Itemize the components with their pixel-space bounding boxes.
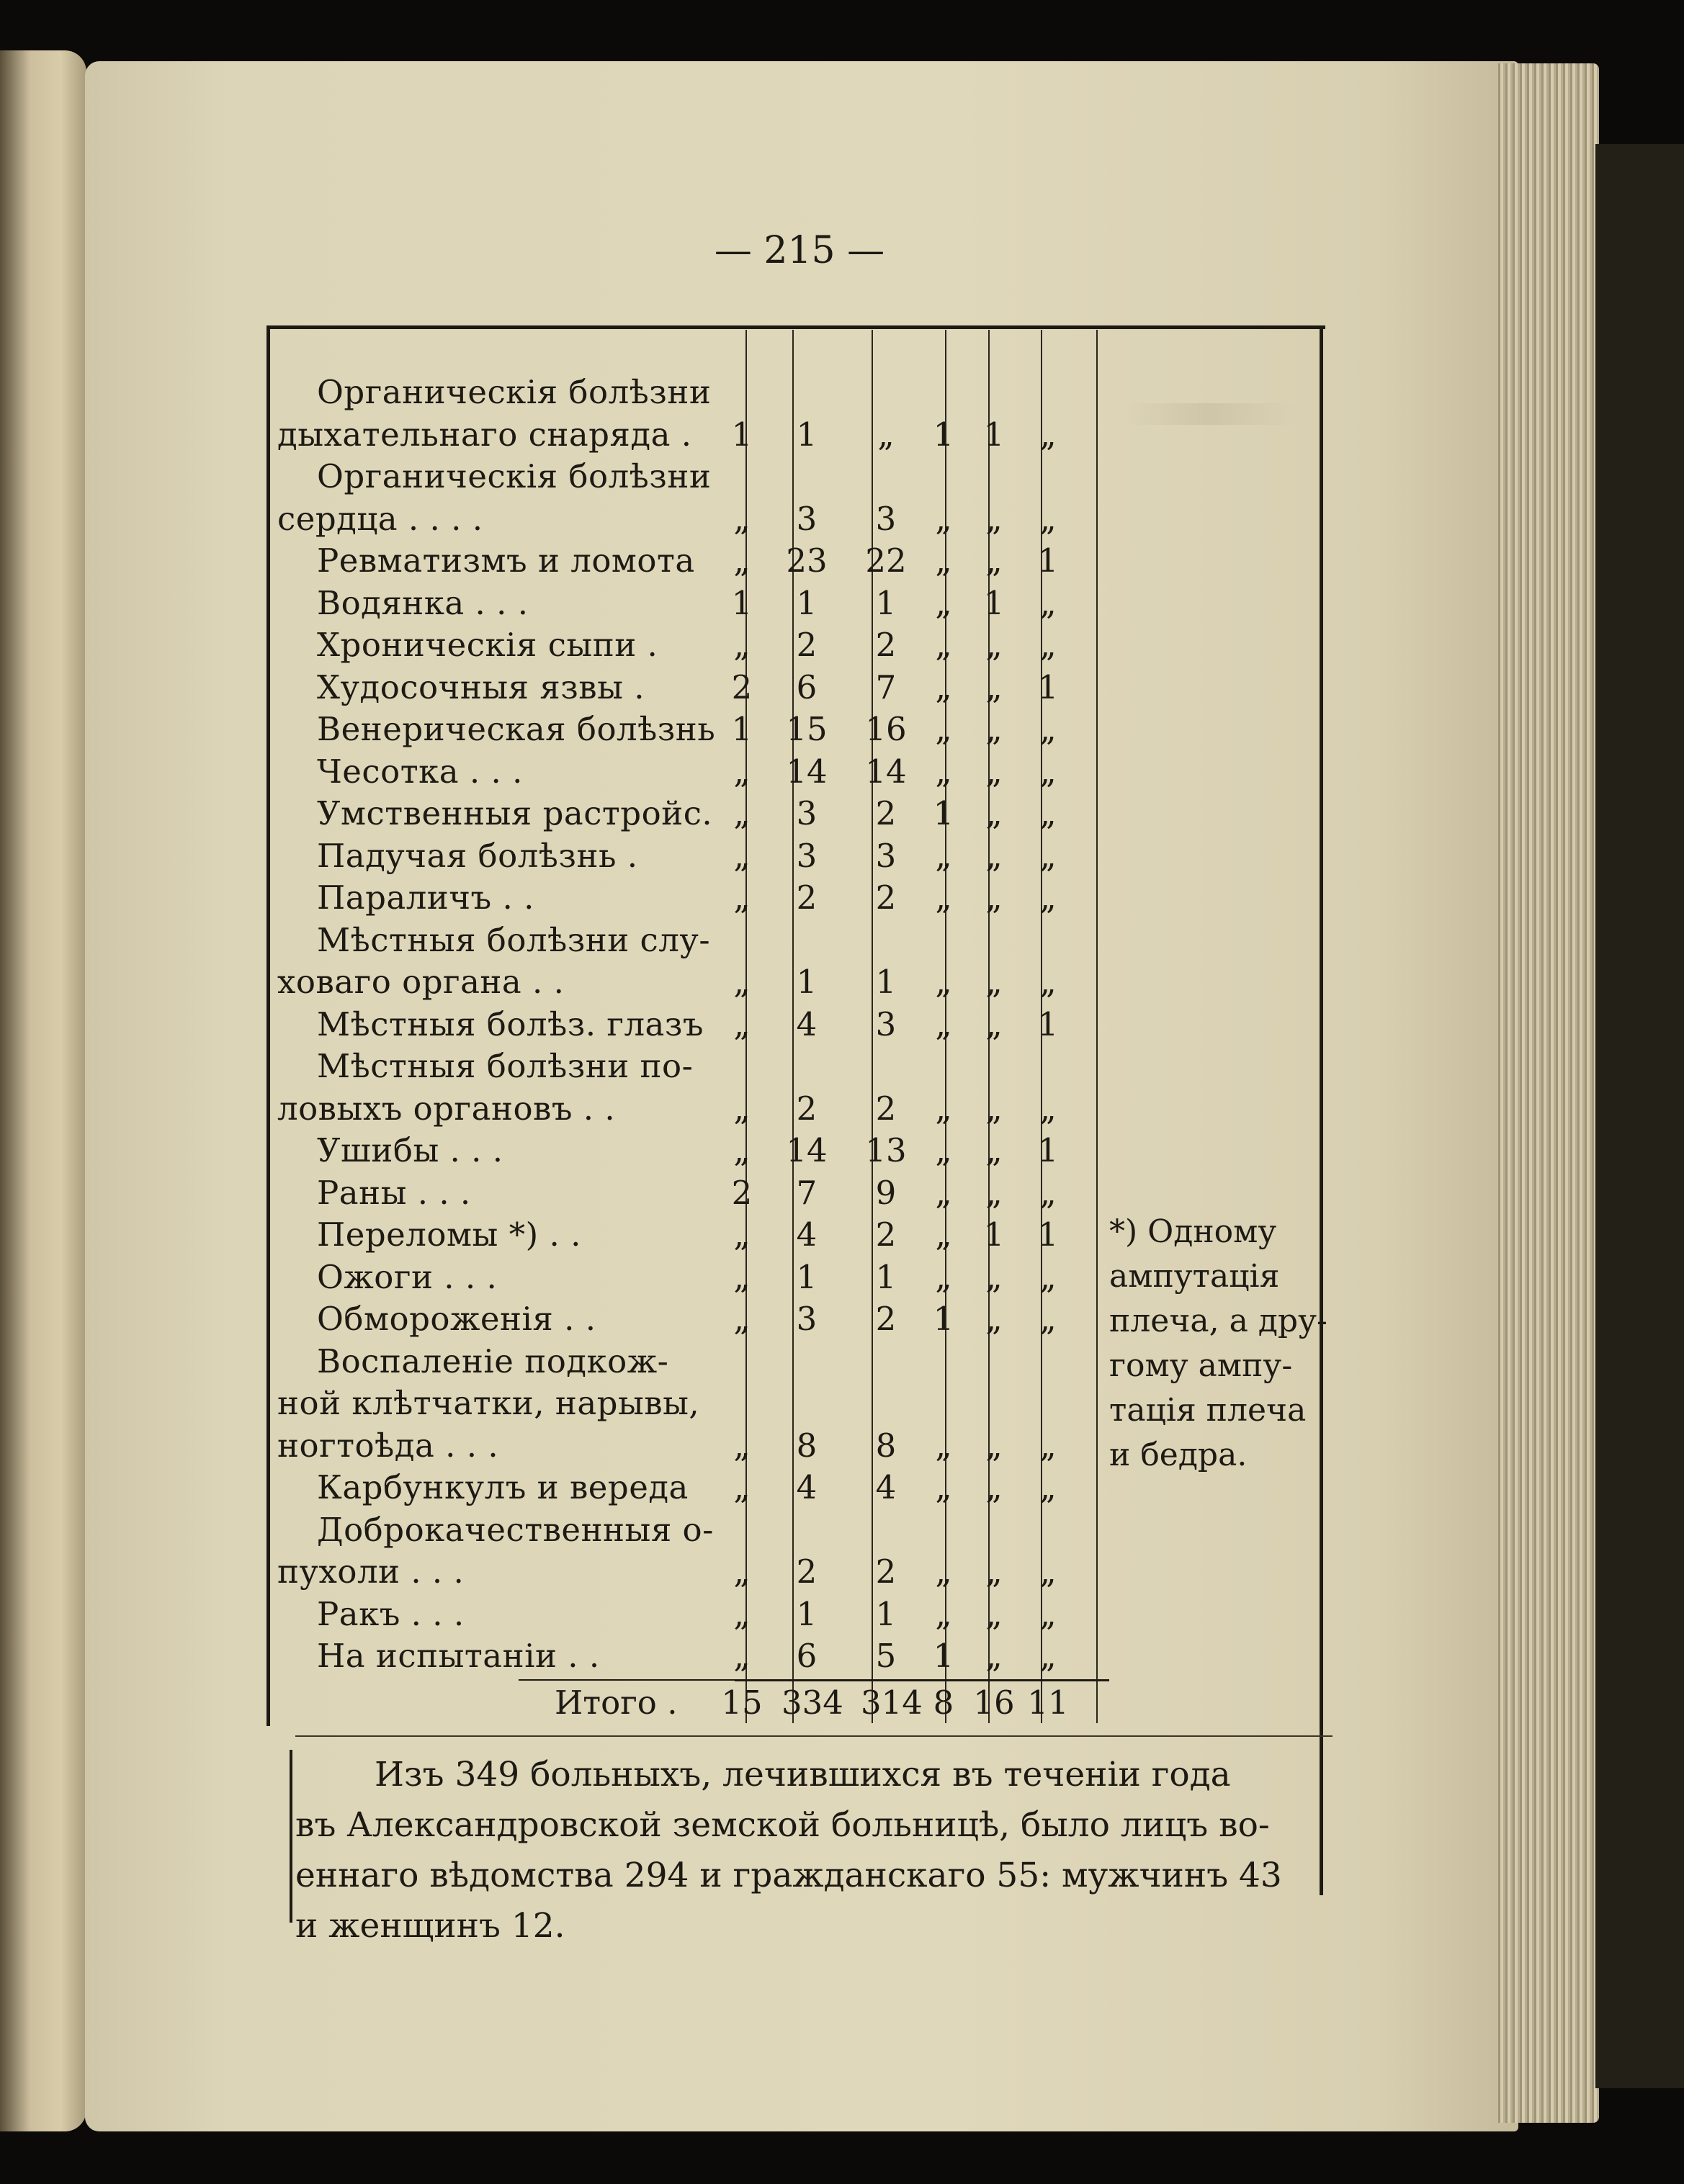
- table-cell-value: 1: [731, 710, 753, 748]
- table-cell-value: „: [985, 1131, 1003, 1169]
- table-cell-value: „: [1039, 1257, 1057, 1296]
- table-cell-value: „: [1039, 1468, 1057, 1506]
- footnote-line: *) Одному: [1109, 1213, 1277, 1250]
- disease-name-line: Органическія болѣзни: [317, 457, 712, 495]
- table-cell-value: „: [985, 668, 1003, 706]
- table-cell-value: „: [733, 1594, 751, 1633]
- total-cell-value: 15: [721, 1684, 763, 1722]
- table-cell-value: „: [733, 1468, 751, 1506]
- table-cell-value: 2: [731, 1173, 753, 1212]
- table-cell-value: 2: [875, 878, 897, 917]
- table-cell-value: 14: [786, 752, 828, 791]
- table-cell-value: „: [935, 668, 952, 706]
- table-cell-value: „: [1039, 710, 1057, 748]
- table-cell-value: „: [935, 1089, 952, 1128]
- table-cell-value: „: [985, 1637, 1003, 1675]
- footnote-line: ампутація: [1109, 1258, 1280, 1295]
- table-cell-value: 9: [875, 1173, 897, 1212]
- paragraph-rule: [290, 1750, 292, 1923]
- table-cell-value: 1: [796, 1257, 818, 1296]
- page-edges: [1498, 63, 1599, 2123]
- table-cell-value: „: [935, 541, 952, 580]
- disease-name-line: ной клѣтчатки, нарывы,: [277, 1384, 700, 1422]
- table-cell-value: „: [985, 794, 1003, 832]
- total-label: Итого .: [555, 1684, 678, 1722]
- book-shadow: [1595, 144, 1684, 2088]
- table-right-rule: [1320, 325, 1323, 1895]
- table-cell-value: 2: [875, 1552, 897, 1591]
- table-cell-value: „: [733, 1089, 751, 1128]
- table-cell-value: „: [1039, 1637, 1057, 1675]
- section-rule: [295, 1735, 1333, 1737]
- table-cell-value: „: [1039, 836, 1057, 875]
- table-cell-value: 1: [875, 1594, 897, 1633]
- table-cell-value: „: [985, 710, 1003, 748]
- column-rule: [1096, 330, 1098, 1723]
- table-cell-value: „: [1039, 626, 1057, 664]
- table-cell-value: 8: [875, 1426, 897, 1465]
- bleed-through-texture: [1124, 403, 1296, 425]
- disease-name-line: Умственныя растройс.: [317, 794, 713, 832]
- disease-name-line: пухоли . . .: [277, 1552, 465, 1591]
- table-cell-value: „: [985, 499, 1003, 538]
- table-cell-value: „: [1039, 1089, 1057, 1128]
- table-cell-value: „: [935, 499, 952, 538]
- disease-name-line: Мѣстныя болѣз. глазъ: [317, 1005, 704, 1043]
- disease-name-line: Водянка . . .: [317, 583, 529, 622]
- table-cell-value: 7: [796, 1173, 818, 1212]
- table-cell-value: „: [985, 1594, 1003, 1633]
- table-cell-value: 3: [875, 499, 897, 538]
- table-cell-value: 1: [933, 1300, 954, 1338]
- disease-name-line: Карбункулъ и вереда: [317, 1468, 689, 1506]
- table-cell-value: 4: [875, 1468, 897, 1506]
- table-cell-value: „: [935, 1215, 952, 1254]
- table-cell-value: „: [733, 499, 751, 538]
- left-page-edge: [0, 50, 86, 2131]
- table-cell-value: „: [733, 1215, 751, 1254]
- table-cell-value: „: [985, 963, 1003, 1001]
- table-cell-value: 3: [796, 1300, 818, 1338]
- table-cell-value: 2: [875, 794, 897, 832]
- table-cell-value: 6: [796, 1637, 818, 1675]
- table-cell-value: 3: [875, 836, 897, 875]
- table-cell-value: 2: [875, 626, 897, 664]
- table-cell-value: 1: [933, 794, 954, 832]
- footnote: [1109, 1210, 1325, 1478]
- table-cell-value: „: [985, 1300, 1003, 1338]
- disease-name-line: Худосочныя язвы .: [317, 668, 645, 706]
- table-cell-value: „: [733, 1005, 751, 1043]
- table-cell-value: 1: [875, 963, 897, 1001]
- table-cell-value: 1: [1037, 541, 1059, 580]
- disease-name-line: Доброкачественныя о-: [317, 1510, 714, 1549]
- table-cell-value: „: [1039, 1426, 1057, 1465]
- table-cell-value: 1: [983, 583, 1005, 622]
- table-cell-value: „: [733, 963, 751, 1001]
- table-cell-value: „: [935, 583, 952, 622]
- table-cell-value: 2: [875, 1089, 897, 1128]
- table-cell-value: 4: [796, 1215, 818, 1254]
- footnote-line: тація плеча: [1109, 1392, 1307, 1429]
- table-cell-value: 3: [796, 794, 818, 832]
- table-cell-value: „: [733, 1637, 751, 1675]
- table-cell-value: „: [1039, 752, 1057, 791]
- table-cell-value: 2: [796, 1089, 818, 1128]
- footnote-line: гому ампу-: [1109, 1347, 1293, 1384]
- table-cell-value: „: [935, 1552, 952, 1591]
- disease-name-line: Падучая болѣзнь .: [317, 836, 638, 875]
- table-cell-value: „: [733, 1257, 751, 1296]
- total-cell-value: 8: [933, 1684, 954, 1722]
- table-cell-value: „: [733, 878, 751, 917]
- table-cell-value: 23: [786, 541, 828, 580]
- paragraph-line: въ Александровской земской больницѣ, было лицъ во-: [295, 1805, 1270, 1845]
- table-cell-value: „: [985, 1005, 1003, 1043]
- table-cell-value: 1: [933, 1637, 954, 1675]
- table-cell-value: 3: [796, 499, 818, 538]
- table-cell-value: „: [935, 963, 952, 1001]
- table-cell-value: „: [1039, 415, 1057, 454]
- table-cell-value: „: [935, 878, 952, 917]
- table-cell-value: „: [733, 1426, 751, 1465]
- disease-name-line: Раны . . .: [317, 1173, 471, 1212]
- table-cell-value: 8: [796, 1426, 818, 1465]
- table-cell-value: 2: [796, 878, 818, 917]
- disease-name-line: Обмороженія . .: [317, 1300, 596, 1338]
- table-cell-value: 5: [875, 1637, 897, 1675]
- table-cell-value: 14: [786, 1131, 828, 1169]
- table-cell-value: „: [733, 1552, 751, 1591]
- table-cell-value: „: [733, 752, 751, 791]
- table-cell-value: „: [1039, 963, 1057, 1001]
- total-rule-left: [519, 1679, 735, 1681]
- table-cell-value: 13: [865, 1131, 907, 1169]
- table-cell-value: 2: [796, 626, 818, 664]
- table-cell-value: 1: [796, 583, 818, 622]
- summary-paragraph: [295, 1750, 1340, 1951]
- disease-name-line: Ожоги . . .: [317, 1257, 498, 1296]
- table-cell-value: 4: [796, 1468, 818, 1506]
- disease-name-line: Ушибы . . .: [317, 1131, 503, 1169]
- table-cell-value: „: [935, 626, 952, 664]
- table-cell-value: „: [1039, 878, 1057, 917]
- table-cell-value: 1: [875, 583, 897, 622]
- table-cell-value: 6: [796, 668, 818, 706]
- table-cell-value: 1: [1037, 668, 1059, 706]
- disease-name-line: ногтоѣда . . .: [277, 1426, 499, 1465]
- table-cell-value: 1: [796, 1594, 818, 1633]
- table-cell-value: „: [985, 626, 1003, 664]
- table-cell-value: „: [1039, 794, 1057, 832]
- table-cell-value: 1: [796, 415, 818, 454]
- disease-name-line: ховаго органа . .: [277, 963, 565, 1001]
- disease-name-line: Мѣстныя болѣзни по-: [317, 1047, 694, 1085]
- table-cell-value: „: [1039, 1594, 1057, 1633]
- table-cell-value: „: [733, 836, 751, 875]
- table-cell-value: „: [935, 1131, 952, 1169]
- table-cell-value: 1: [796, 963, 818, 1001]
- table-cell-value: „: [877, 415, 895, 454]
- table-cell-value: „: [733, 626, 751, 664]
- disease-name-line: На испытаніи . .: [317, 1637, 600, 1675]
- disease-name-line: дыхательнаго снаряда .: [277, 415, 692, 454]
- table-cell-value: 1: [731, 583, 753, 622]
- table-cell-value: „: [733, 1131, 751, 1169]
- table-cell-value: 1: [731, 415, 753, 454]
- total-cell-value: 334: [781, 1684, 843, 1722]
- table-cell-value: 15: [786, 710, 828, 748]
- disease-name-line: Ревматизмъ и ломота: [317, 541, 695, 580]
- footnote-line: плеча, а дру-: [1109, 1303, 1327, 1339]
- disease-name-line: Ракъ . . .: [317, 1594, 465, 1633]
- table-cell-value: „: [935, 1173, 952, 1212]
- table-cell-value: „: [985, 1173, 1003, 1212]
- table-cell-value: „: [985, 1426, 1003, 1465]
- disease-name-line: Хроническія сыпи .: [317, 626, 658, 664]
- table-cell-value: „: [1039, 499, 1057, 538]
- table-cell-value: „: [985, 541, 1003, 580]
- table-cell-value: 1: [983, 1215, 1005, 1254]
- table-cell-value: 22: [865, 541, 907, 580]
- table-cell-value: „: [733, 1300, 751, 1338]
- table-cell-value: „: [935, 710, 952, 748]
- disease-name-line: Переломы *) . .: [317, 1215, 581, 1254]
- table-left-rule: [267, 325, 270, 1726]
- table-cell-value: „: [985, 836, 1003, 875]
- paragraph-line: Изъ 349 больныхъ, лечившихся въ теченіи года: [375, 1755, 1231, 1794]
- page-number: — 215 —: [714, 229, 885, 272]
- total-cell-value: 11: [1027, 1684, 1069, 1722]
- table-cell-value: „: [985, 752, 1003, 791]
- table-cell-value: „: [935, 1257, 952, 1296]
- table-cell-value: „: [935, 752, 952, 791]
- table-cell-value: „: [935, 1426, 952, 1465]
- table-cell-value: 1: [933, 415, 954, 454]
- total-cell-value: 314: [861, 1684, 923, 1722]
- table-cell-value: 1: [1037, 1005, 1059, 1043]
- table-cell-value: 7: [875, 668, 897, 706]
- table-cell-value: 14: [865, 752, 907, 791]
- table-cell-value: 3: [796, 836, 818, 875]
- table-cell-value: 1: [983, 415, 1005, 454]
- table-cell-value: 2: [731, 668, 753, 706]
- table-cell-value: „: [985, 878, 1003, 917]
- table-cell-value: „: [733, 794, 751, 832]
- table-cell-value: „: [733, 541, 751, 580]
- table-cell-value: „: [985, 1089, 1003, 1128]
- disease-name-line: Венерическая болѣзнь: [317, 710, 716, 748]
- table-cell-value: 2: [875, 1215, 897, 1254]
- table-cell-value: „: [935, 1594, 952, 1633]
- total-rule: [735, 1679, 1109, 1681]
- table-cell-value: 3: [875, 1005, 897, 1043]
- table-cell-value: „: [1039, 1173, 1057, 1212]
- table-cell-value: „: [935, 1005, 952, 1043]
- table-cell-value: „: [1039, 1300, 1057, 1338]
- disease-name-line: Чесотка . . .: [317, 752, 523, 791]
- footnote-line: и бедра.: [1109, 1437, 1248, 1473]
- disease-name-line: Параличъ . .: [317, 878, 534, 917]
- paragraph-line: еннаго вѣдомства 294 и гражданскаго 55: мужчинъ 43: [295, 1856, 1282, 1895]
- table-cell-value: „: [1039, 583, 1057, 622]
- table-top-rule: [267, 325, 1325, 329]
- table-cell-value: „: [1039, 1552, 1057, 1591]
- table-cell-value: 16: [865, 710, 907, 748]
- total-cell-value: 16: [973, 1684, 1015, 1722]
- disease-name-line: Мѣстныя болѣзни слу-: [317, 920, 711, 959]
- table-cell-value: „: [935, 1468, 952, 1506]
- table-cell-value: 1: [1037, 1215, 1059, 1254]
- table-cell-value: 1: [875, 1257, 897, 1296]
- table-cell-value: „: [935, 836, 952, 875]
- table-cell-value: 2: [796, 1552, 818, 1591]
- disease-name-line: ловыхъ органовъ . .: [277, 1089, 616, 1128]
- table-cell-value: „: [985, 1468, 1003, 1506]
- disease-name-line: Органическія болѣзни: [317, 373, 712, 411]
- table-cell-value: 1: [1037, 1131, 1059, 1169]
- paragraph-line: и женщинъ 12.: [295, 1906, 565, 1946]
- disease-name-line: Воспаленіе подкож-: [317, 1342, 669, 1380]
- table-cell-value: 4: [796, 1005, 818, 1043]
- table-cell-value: „: [985, 1257, 1003, 1296]
- disease-name-line: сердца . . . .: [277, 499, 483, 538]
- table-cell-value: „: [985, 1552, 1003, 1591]
- table-cell-value: 2: [875, 1300, 897, 1338]
